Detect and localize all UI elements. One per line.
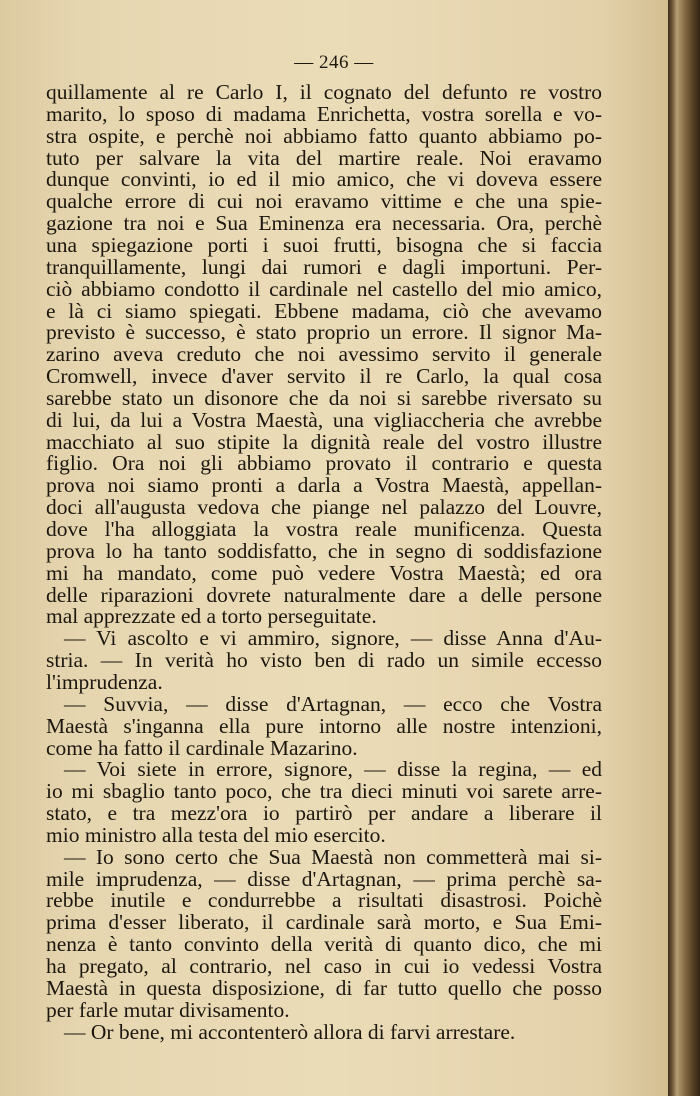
text-line: ciò abbiamo condotto il cardinale nel castello del mio amico,	[46, 276, 602, 301]
text-line: e là ci siamo spiegati. Ebbene madama, ciò che avevamo	[46, 298, 602, 323]
text-line: una spiegazione porti i suoi frutti, bisogna che si faccia	[46, 232, 602, 257]
text-line: ha pregato, al contrario, nel caso in cui io vedessi Vostra	[46, 954, 602, 978]
text-line: l'imprudenza.	[46, 669, 163, 694]
text-line: tranquillamente, lungi dai rumori e dagli importuni. Per-	[46, 254, 602, 279]
text-line: marito, lo sposo di madama Enrichetta, vostra sorella e vo-	[46, 101, 602, 126]
text-line: prova lo ha tanto soddisfatto, che in segno di soddisfazione	[46, 538, 602, 563]
text-line: — Voi siete in errore, signore, — disse la regina, — ed	[64, 757, 602, 782]
text-line: dunque convinti, io ed il mio amico, che vi doveva essere	[46, 167, 602, 192]
text-line: stra ospite, e perchè noi abbiamo fatto quanto abbiamo po-	[46, 123, 602, 148]
text-line: tuto per salvare la vita del martire reale. Noi eravamo	[46, 145, 602, 170]
text-line: zarino aveva creduto che noi avessimo servito il generale	[46, 342, 602, 367]
text-line: mio ministro alla testa del mio esercito.	[46, 822, 386, 847]
text-line: gazione tra noi e Sua Eminenza era necessaria. Ora, perchè	[46, 211, 602, 236]
text-line: come ha fatto il cardinale Mazarino.	[46, 735, 358, 760]
text-line: — Or bene, mi accontenterò allora di farvi arrestare.	[64, 1019, 516, 1044]
text-line: io mi sbaglio tanto poco, che tra dieci minuti voi sarete arre-	[46, 779, 602, 804]
text-line: rebbe inutile e condurrebbe a risultati disastrosi. Poichè	[46, 888, 602, 913]
book-spine-edge	[668, 0, 700, 1096]
text-line: mal apprezzate ed a torto perseguitate.	[46, 604, 377, 629]
text-line: di lui, da lui a Vostra Maestà, una vigliaccheria che avrebbe	[46, 407, 602, 432]
text-line: sarebbe stato un disonore che da noi si sarebbe riversato su	[46, 385, 602, 410]
text-line: mi ha mandato, come può vedere Vostra Maestà; ed ora	[46, 560, 602, 585]
text-line: per farle mutar divisamento.	[46, 997, 290, 1022]
page-number: — 246 —	[294, 52, 374, 73]
text-line: stato, e tra mezz'ora io partirò per andare a liberare il	[46, 801, 602, 826]
text-line: Maestà in questa disposizione, di far tutto quello che posso	[46, 975, 602, 1000]
text-line: stria. — In verità ho visto ben di rado un simile eccesso	[46, 648, 602, 673]
text-line: quillamente al re Carlo I, il cognato del defunto re vostro	[46, 80, 602, 104]
text-line: — Vi ascolto e vi ammiro, signore, — disse Anna d'Au-	[64, 626, 602, 651]
text-line: delle riparazioni dovrete naturalmente dare a delle persone	[46, 582, 602, 607]
text-line: — Io sono certo che Sua Maestà non commetterà mai si-	[64, 844, 602, 869]
text-line: prova noi siamo pronti a darla a Vostra Maestà, appellan-	[46, 473, 602, 498]
text-line: mile imprudenza, — disse d'Artagnan, — prima perchè sa-	[46, 866, 602, 891]
text-line: nenza è tanto convinto della verità di quanto dico, che mi	[46, 932, 602, 957]
text-line: — Suvvia, — disse d'Artagnan, — ecco che Vostra	[64, 691, 602, 716]
text-line: qualche errore di cui noi eravamo vittime e che una spie-	[46, 189, 602, 214]
text-line: doci all'augusta vedova che piange nel palazzo del Louvre,	[46, 495, 602, 520]
text-line: macchiato al suo stipite la dignità reale del vostro illustre	[46, 429, 602, 454]
text-line: dove l'ha alloggiata la vostra reale munificenza. Questa	[46, 517, 602, 541]
text-line: Maestà s'inganna ella pure intorno alle nostre intenzioni,	[46, 713, 602, 738]
text-line: previsto è successo, è stato proprio un errore. Il signor Ma-	[46, 320, 602, 345]
text-line: figlio. Ora noi gli abbiamo provato il contrario e questa	[46, 451, 602, 476]
text-line: Cromwell, invece d'aver servito il re Carlo, la qual cosa	[46, 364, 602, 389]
text-line: prima d'esser liberato, il cardinale sarà morto, e Sua Emi-	[46, 910, 602, 935]
